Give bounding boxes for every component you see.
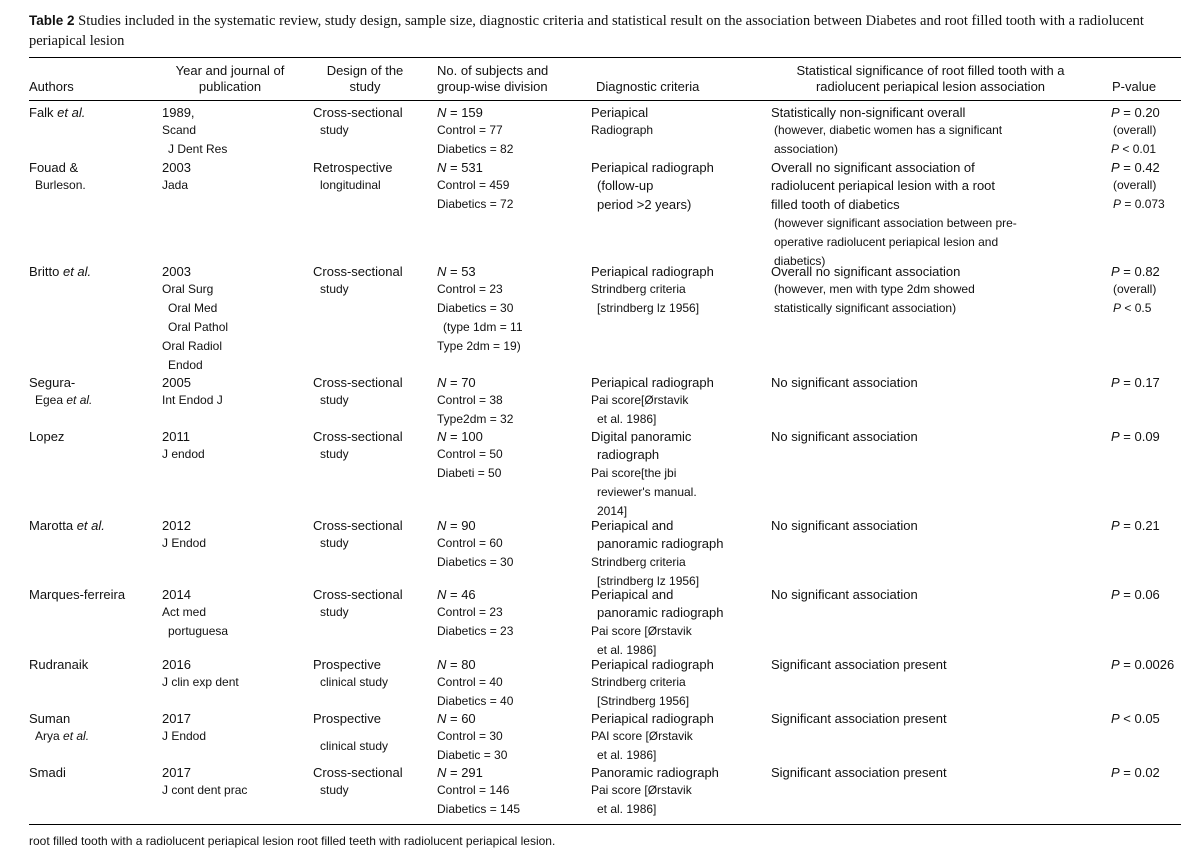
cell-pvalue-line: P = 0.42 [1111,160,1160,175]
cell-criteria-line: [strindberg lz 1956] [597,301,700,315]
cell-year-journal [162,429,205,464]
cell-authors-line: Smadi [29,765,66,780]
cell-subjects-line: Control = 38 [437,393,503,407]
cell-significance-line: (however, men with type 2dm showed [774,282,975,296]
cell-subjects-line: N = 531 [437,160,483,175]
cell-pvalue [1111,765,1160,781]
cell-design-line: Cross-sectional [313,518,403,533]
cell-subjects [437,264,523,356]
cell-design [313,518,403,553]
table-footnote: root filled tooth with a radiolucent periapical lesion root filled teeth with radiolucent periapical lesion. [29,834,556,848]
cell-design [313,657,388,692]
cell-subjects [437,711,507,765]
cell-significance-line: association) [774,142,839,156]
cell-criteria-line: panoramic radiograph [597,536,724,551]
cell-subjects [437,429,503,483]
cell-pvalue-line: P = 0.82 [1111,264,1160,279]
cell-significance-line: Significant association present [771,711,947,726]
header-pvalue: P-value [1112,79,1157,94]
cell-criteria-line: Periapical radiograph [591,160,714,175]
cell-design-line: study [320,393,349,407]
cell-design-line: study [320,536,349,550]
cell-authors-line: Britto et al. [29,264,92,279]
cell-subjects [437,765,520,819]
header-significance: Statistical significance of root filled tooth with a radiolucent periapical lesion association [796,63,1065,94]
cell-criteria [591,657,714,711]
cell-design [313,711,388,765]
cell-criteria-line: Periapical radiograph [591,264,714,279]
cell-authors-line: Arya et al. [35,729,90,743]
cell-subjects-line: Type2dm = 32 [437,412,514,426]
cell-year-journal-line: 2016 [162,657,191,672]
cell-significance-line: Overall no significant association [771,264,961,279]
cell-significance-line: No significant association [771,587,918,602]
cell-year-journal [162,711,206,746]
cell-authors [29,429,64,445]
cell-criteria-line: Pai score [Ørstavik [591,624,692,638]
cell-significance-line: Overall no significant association of [771,160,975,175]
cell-criteria-line: period >2 years) [597,197,692,212]
cell-criteria-line: et al. 1986] [597,802,657,816]
cell-pvalue-line: (overall) [1113,282,1157,296]
cell-year-journal [162,264,228,375]
cell-year-journal-line: 2005 [162,375,191,390]
cell-design [313,160,392,195]
cell-year-journal [162,587,228,641]
cell-criteria [591,105,653,140]
cell-subjects-line: (type 1dm = 11 [443,320,523,334]
cell-design-line: study [320,783,349,797]
cell-design-line: study [320,605,349,619]
cell-year-journal-line: Oral Radiol [162,339,223,353]
cell-criteria-line: et al. 1986] [597,748,657,762]
cell-authors-line: Rudranaik [29,657,89,672]
cell-criteria-line: radiograph [597,447,660,462]
cell-criteria-line: (follow-up [597,178,654,193]
cell-subjects-line: N = 46 [437,587,476,602]
cell-significance-line: Significant association present [771,657,947,672]
cell-subjects-line: N = 53 [437,264,476,279]
cell-year-journal-line: J endod [162,447,205,461]
cell-design-line: Cross-sectional [313,264,403,279]
cell-criteria-line: reviewer's manual. [597,485,697,499]
cell-subjects-line: Control = 40 [437,675,503,689]
cell-significance [771,160,1017,271]
cell-subjects-line: Diabetics = 30 [437,555,514,569]
cell-significance [771,587,918,603]
cell-subjects-line: Control = 77 [437,123,503,137]
cell-subjects-line: Diabetics = 23 [437,624,514,638]
cell-authors [29,587,125,603]
cell-significance-line: statistically significant association) [774,301,957,315]
cell-pvalue-line: P = 0.06 [1111,587,1160,602]
cell-significance-line: No significant association [771,429,918,444]
cell-significance-line: filled tooth of diabetics [771,197,900,212]
cell-pvalue-line: P = 0.09 [1111,429,1160,444]
cell-pvalue [1111,711,1160,727]
cell-year-journal-line: portuguesa [168,624,229,638]
table-bottom-rule [29,824,1181,825]
cell-design-line: study [320,282,349,296]
cell-criteria-line: Digital panoramic [591,429,692,444]
header-design: Design of the study [326,63,404,94]
header-year-journal: Year and journal of publication [175,63,285,94]
cell-design-line: Cross-sectional [313,105,403,120]
cell-subjects-line: Type 2dm = 19) [437,339,521,353]
cell-subjects-line: Diabetics = 82 [437,142,514,156]
cell-year-journal-line: Endod [168,358,203,372]
cell-significance [771,375,918,391]
cell-year-journal-line: 2017 [162,765,191,780]
cell-authors [29,711,89,746]
cell-pvalue-line: P < 0.5 [1113,301,1152,315]
cell-design-line: study [320,447,349,461]
cell-authors [29,657,88,673]
cell-design-line: Prospective [313,711,381,726]
cell-significance-line: (however, diabetic women has a significant [774,123,1003,137]
cell-subjects-line: Control = 23 [437,282,503,296]
cell-authors-line: Falk et al. [29,105,86,120]
cell-year-journal-line: 2014 [162,587,191,602]
cell-criteria-line: Strindberg criteria [591,282,686,296]
cell-pvalue-line: (overall) [1113,178,1157,192]
cell-year-journal-line: J clin exp dent [162,675,239,689]
table-header-rule [29,100,1181,101]
cell-year-journal-line: 2003 [162,160,191,175]
table-caption-text: Studies included in the systematic review, study design, sample size, diagnostic criteria and statistical result on the association between Diabetes and root filled tooth with a radiolucent periapical lesion [29,13,1144,49]
cell-criteria-line: Periapical radiograph [591,657,714,672]
cell-design-line: clinical study [320,739,389,753]
cell-design-line: longitudinal [320,178,381,192]
cell-pvalue [1111,160,1165,214]
table-top-rule [29,57,1181,58]
cell-authors-line: Lopez [29,429,65,444]
cell-criteria-line: Periapical radiograph [591,711,714,726]
cell-year-journal-line: Oral Med [168,301,218,315]
cell-significance [771,429,918,445]
cell-design [313,429,403,464]
cell-criteria-line: Pai score[Ørstavik [591,393,689,407]
cell-authors-line: Fouad & [29,160,79,175]
table-label: Table 2 [29,13,75,28]
cell-subjects-line: Diabeti = 50 [437,466,502,480]
cell-significance-line: Statistically non-significant overall [771,105,966,120]
cell-subjects-line: N = 60 [437,711,476,726]
cell-criteria [591,711,714,765]
cell-significance [771,264,975,318]
cell-design-line: Prospective [313,657,381,672]
cell-authors-line: Egea et al. [35,393,93,407]
cell-significance [771,657,947,673]
cell-criteria-line: Periapical [591,105,649,120]
header-authors: Authors [29,79,74,94]
cell-criteria-line: Periapical and [591,518,674,533]
cell-design [313,587,403,622]
cell-subjects [437,587,513,641]
cell-year-journal-line: 2011 [162,429,190,444]
cell-design-line: Cross-sectional [313,587,403,602]
cell-pvalue [1111,264,1160,318]
cell-authors [29,105,85,121]
cell-significance [771,711,947,727]
cell-subjects-line: N = 70 [437,375,476,390]
cell-year-journal [162,105,227,159]
cell-pvalue-line: P = 0.21 [1111,518,1160,533]
cell-authors [29,765,66,781]
cell-criteria-line: Pai score [Ørstavik [591,783,692,797]
cell-year-journal [162,160,191,195]
cell-subjects-line: Control = 146 [437,783,510,797]
cell-pvalue-line: P = 0.20 [1111,105,1160,120]
cell-year-journal-line: 2003 [162,264,191,279]
header-subjects: No. of subjects and group-wise division [437,63,549,94]
cell-year-journal-line: J Dent Res [168,142,228,156]
cell-design [313,105,403,140]
cell-pvalue-line: P = 0.0026 [1111,657,1175,672]
cell-year-journal-line: Scand [162,123,197,137]
cell-criteria-line: Periapical radiograph [591,375,714,390]
cell-criteria-line: et al. 1986] [597,412,657,426]
cell-criteria-line: et al. 1986] [597,643,657,657]
cell-subjects-line: Control = 60 [437,536,503,550]
cell-year-journal-line: Jada [162,178,189,192]
cell-criteria-line: [Strindberg 1956] [597,694,690,708]
cell-subjects [437,518,513,572]
cell-pvalue-line: P < 0.01 [1111,142,1157,156]
cell-criteria-line: Pai score[the jbi [591,466,677,480]
cell-subjects-line: N = 291 [437,765,483,780]
cell-subjects [437,105,513,159]
cell-year-journal-line: J Endod [162,536,207,550]
cell-subjects-line: Diabetic = 30 [437,748,508,762]
cell-year-journal [162,518,206,553]
cell-pvalue-line: (overall) [1113,123,1157,137]
cell-significance-line: radiolucent periapical lesion with a root [771,178,996,193]
cell-design-line: study [320,123,349,137]
cell-pvalue [1111,105,1160,159]
cell-year-journal [162,375,223,410]
cell-criteria [591,160,714,214]
cell-criteria [591,765,719,819]
cell-pvalue [1111,657,1174,673]
cell-criteria-line: 2014] [597,504,628,518]
cell-pvalue [1111,429,1160,445]
cell-year-journal-line: Oral Pathol [168,320,229,334]
cell-criteria [591,518,723,591]
cell-subjects [437,657,513,711]
cell-criteria-line: Periapical and [591,587,674,602]
cell-year-journal-line: 2017 [162,711,191,726]
cell-authors-line: Segura- [29,375,76,390]
cell-authors-line: Burleson. [35,178,86,192]
cell-criteria-line: [strindberg lz 1956] [597,574,700,588]
cell-significance [771,765,947,781]
cell-year-journal-line: 1989, [162,105,195,120]
cell-significance-line: diabetics) [774,254,826,268]
table-caption [29,11,1189,51]
cell-criteria-line: panoramic radiograph [597,605,724,620]
cell-criteria-line: Strindberg criteria [591,675,686,689]
cell-subjects-line: Diabetics = 145 [437,802,521,816]
cell-design-line: clinical study [320,675,389,689]
cell-authors [29,264,91,280]
cell-year-journal-line: Oral Surg [162,282,214,296]
cell-authors [29,160,86,195]
cell-year-journal [162,657,239,692]
cell-significance [771,105,1002,159]
cell-pvalue [1111,375,1160,391]
cell-criteria-line: Radiograph [591,123,654,137]
cell-subjects-line: N = 159 [437,105,483,120]
cell-year-journal-line: J cont dent prac [162,783,248,797]
cell-design-line: Cross-sectional [313,429,403,444]
cell-pvalue-line: P = 0.02 [1111,765,1160,780]
cell-authors-line: Marques-ferreira [29,587,126,602]
cell-year-journal-line: Int Endod J [162,393,223,407]
cell-subjects-line: Control = 30 [437,729,503,743]
cell-significance-line: No significant association [771,375,918,390]
cell-significance-line: operative radiolucent periapical lesion and [774,235,999,249]
cell-criteria-line: Panoramic radiograph [591,765,719,780]
cell-criteria [591,264,714,318]
cell-pvalue [1111,518,1160,534]
cell-subjects-line: N = 90 [437,518,476,533]
header-criteria: Diagnostic criteria [596,79,700,94]
cell-design-line: Cross-sectional [313,375,403,390]
cell-subjects-line: N = 80 [437,657,476,672]
cell-subjects-line: Diabetics = 72 [437,197,514,211]
cell-criteria [591,587,723,660]
cell-subjects-line: Diabetics = 40 [437,694,514,708]
cell-subjects-line: Control = 50 [437,447,503,461]
cell-year-journal [162,765,247,800]
cell-criteria-line: Strindberg criteria [591,555,686,569]
cell-design-line: Cross-sectional [313,765,403,780]
cell-year-journal-line: Act med [162,605,207,619]
cell-pvalue-line: P < 0.05 [1111,711,1160,726]
cell-authors-line: Marotta et al. [29,518,105,533]
cell-pvalue-line: P = 0.073 [1113,197,1165,211]
cell-criteria [591,375,714,429]
cell-significance-line: (however significant association between pre- [774,216,1017,230]
cell-significance [771,518,918,534]
cell-significance-line: Significant association present [771,765,947,780]
cell-authors [29,375,92,410]
cell-criteria [591,429,697,521]
cell-subjects-line: Control = 23 [437,605,503,619]
cell-significance-line: No significant association [771,518,918,533]
cell-year-journal-line: 2012 [162,518,191,533]
cell-design-line: Retrospective [313,160,393,175]
cell-design [313,375,403,410]
cell-subjects [437,375,513,429]
cell-subjects [437,160,513,214]
cell-year-journal-line: J Endod [162,729,207,743]
cell-subjects-line: Diabetics = 30 [437,301,514,315]
cell-authors [29,518,105,534]
cell-criteria-line: PAI score [Ørstavik [591,729,693,743]
cell-subjects-line: Control = 459 [437,178,510,192]
cell-subjects-line: N = 100 [437,429,483,444]
cell-pvalue-line: P = 0.17 [1111,375,1160,390]
cell-design [313,765,403,800]
cell-pvalue [1111,587,1160,603]
cell-authors-line: Suman [29,711,71,726]
cell-design [313,264,403,299]
